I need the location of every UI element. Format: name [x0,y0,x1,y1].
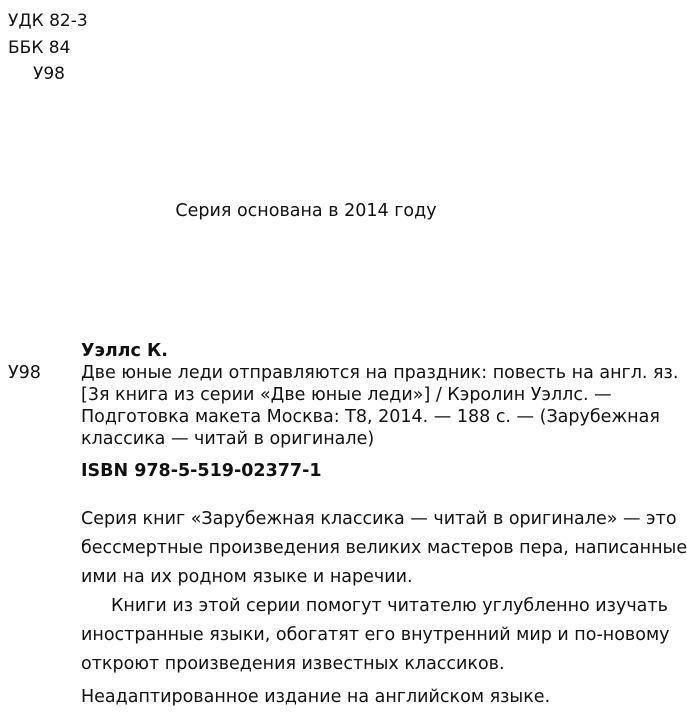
series-description-paragraph-2 [81,592,670,679]
description-line: иностранные языки, обогатят его внутренний мир и по-новому [81,625,670,645]
series-description-paragraph-1 [81,505,687,592]
shelf-code: У98 [33,64,65,84]
edition-note-text: Неадаптированное издание на английском языке. [81,687,551,707]
record-line: классика — читай в оригинале) [81,429,375,449]
edition-note [81,683,602,712]
isbn: ISBN 978-5-519-02377-1 [81,461,322,481]
series-founded-note: Серия основана в 2014 году [175,201,437,221]
description-line: ими на их родном языке и наречии. [81,567,413,587]
description-line: Книги из этой серии помогут читателю углубленно изучать [111,596,668,616]
record-shelf-mark: У98 [8,363,41,383]
record-line: Подготовка макета Москва: Т8, 2014. — 188 с. — (Зарубежная [81,407,660,427]
bbk-code: ББК 84 [8,38,71,58]
description-line: бессмертные произведения великих мастеров пера, написанные [81,538,687,558]
description-line: откроют произведения известных классиков. [81,654,505,674]
record-line: [3я книга из серии «Две юные леди»] / Кэролин Уэллс. — [81,385,612,405]
record-author: Уэллс К. [81,341,168,361]
description-line: Серия книг «Зарубежная классика — читай в оригинале» — это [81,509,677,529]
bibliographic-record [81,340,679,450]
udk-code: УДК 82-3 [8,11,88,31]
record-line: Две юные леди отправляются на праздник: повесть на англ. яз. [81,363,679,383]
